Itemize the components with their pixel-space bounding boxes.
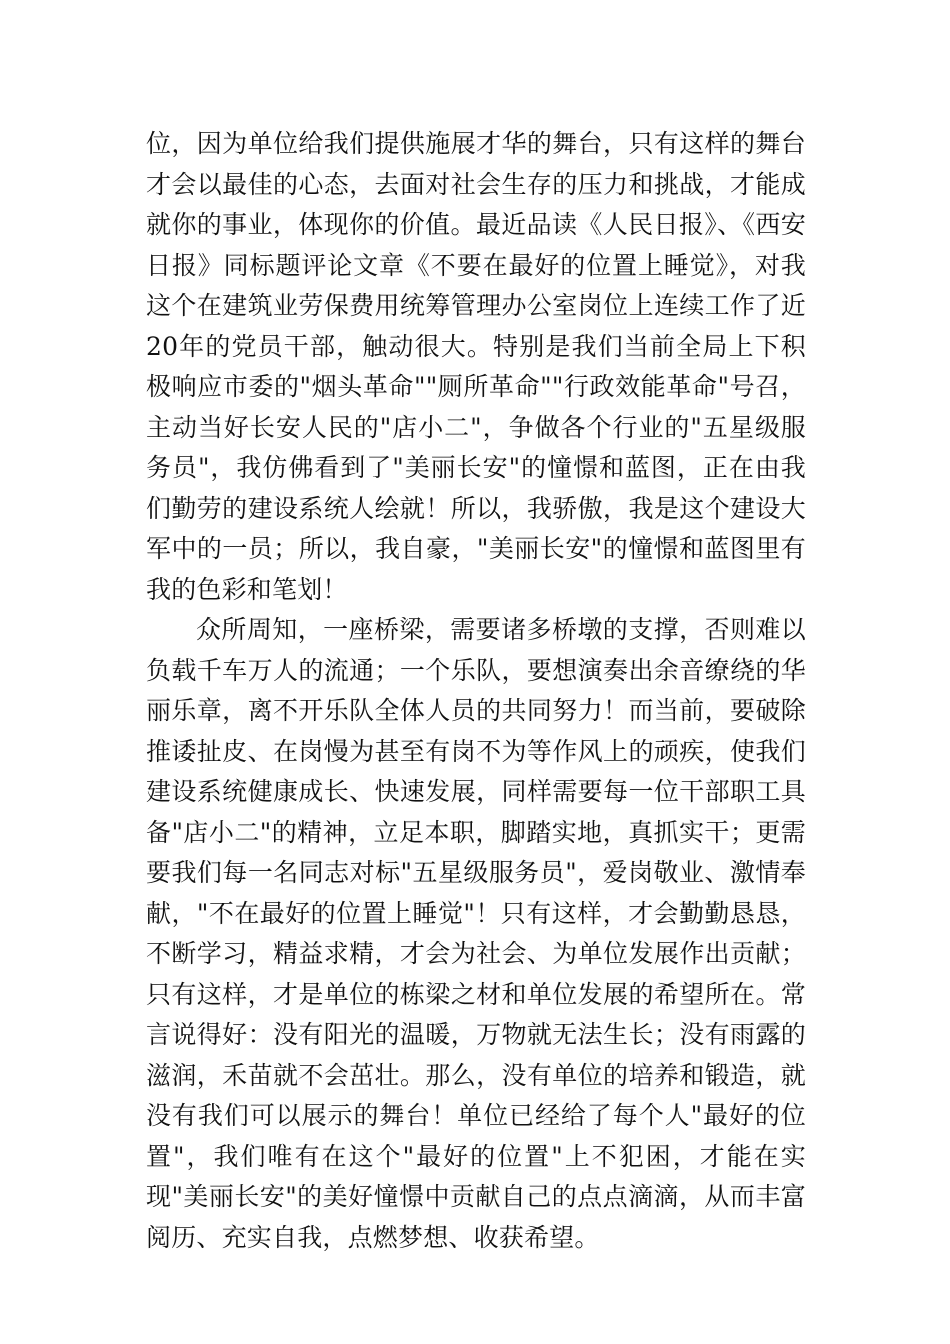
- paragraph-bridge-metaphor: 众所周知，一座桥梁，需要诸多桥墩的支撑，否则难以负载千车万人的流通；一个乐队，要想演奏出余音缭绕的华丽乐章，离不开乐队全体人员的共同努力！而当前，要破除推诿扯皮、在岗慢为甚至有岗不为等作风上的顽疾，使我们建设系统健康成长、快速发展，同样需要每一位干部职工具备"店小二"的精神，立足本职，脚踏实地，真抓实干；更需要我们每一名同志对标"五星级服务员"，爱岗敬业、激情奉献，"不在最好的位置上睡觉"！只有这样，才会勤勤恳恳，不断学习，精益求精，才会为社会、为单位发展作出贡献；只有这样，才是单位的栋梁之材和单位发展的希望所在。常言说得好：没有阳光的温暖，万物就无法生长；没有雨露的滋润，禾苗就不会茁壮。那么，没有单位的培养和锻造，就没有我们可以展示的舞台！单位已经给了每个人"最好的位置"，我们唯有在这个"最好的位置"上不犯困，才能在实现"美丽长安"的美好憧憬中贡献自己的点点滴滴，从而丰富阅历、充实自我，点燃梦想、收获希望。: [146, 615, 806, 1252]
- paragraph-continuation: 位，因为单位给我们提供施展才华的舞台，只有这样的舞台才会以最佳的心态，去面对社会生存的压力和挑战，才能成就你的事业，体现你的价值。最近品读《人民日报》、《西安日报》同标题评论文章《不要在最好的位置上睡觉》，对我这个在建筑业劳保费用统筹管理办公室岗位上连续工作了近20年的党员干部，触动很大。特别是我们当前全局上下积极响应市委的"烟头革命""厕所革命""行政效能革命"号召，主动当好长安人民的"店小二"，争做各个行业的"五星级服务员"，我仿佛看到了"美丽长安"的憧憬和蓝图，正在由我们勤劳的建设系统人绘就！所以，我骄傲，我是这个建设大军中的一员；所以，我自豪，"美丽长安"的憧憬和蓝图里有我的色彩和笔划！: [146, 129, 806, 604]
- body-text: [146, 124, 806, 1258]
